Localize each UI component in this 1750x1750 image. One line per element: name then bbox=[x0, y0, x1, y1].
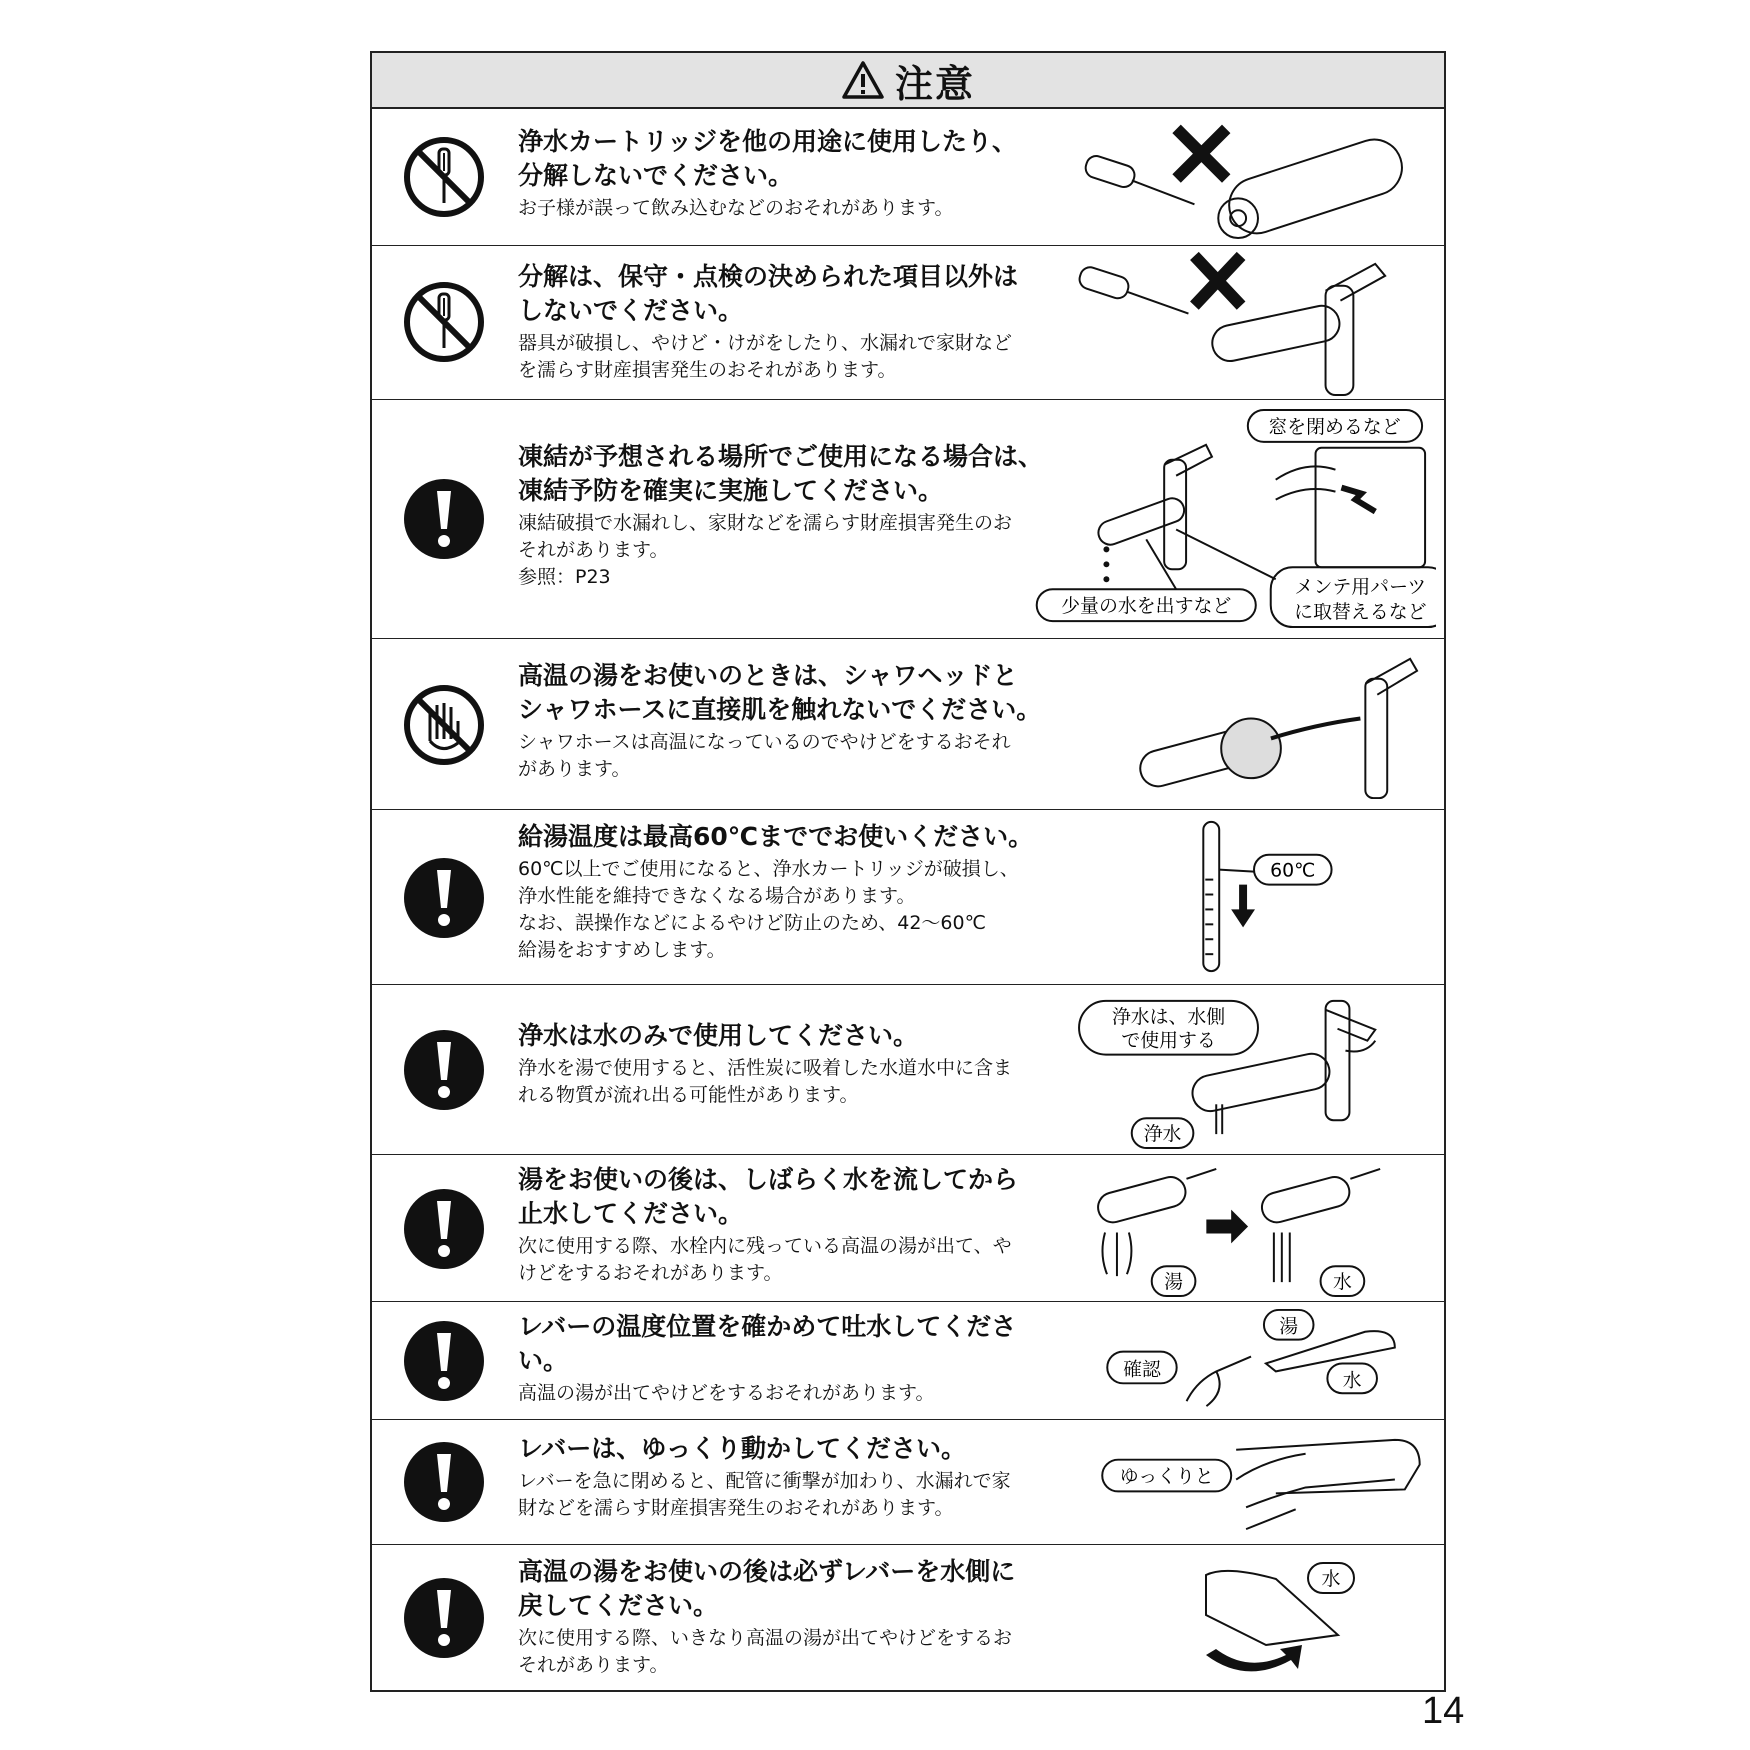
hot-to-cold-illustration bbox=[1076, 1155, 1436, 1301]
illustration-label: 浄水は、水側 bbox=[1111, 1005, 1226, 1028]
row-body: 60℃以上でご使用になると、浄水カートリッジが破損し、 浄水性能を維持できなくなる場合があります。 なお、誤操作などによるやけど防止のため、42〜60℃ 給湯をおすすめします。 bbox=[518, 858, 1019, 961]
row-heading: レバーの温度位置を確かめて吐水してくださ い。 bbox=[518, 1312, 1017, 1375]
caution-row bbox=[372, 1302, 1444, 1420]
illustration-label: に取替えるなど bbox=[1294, 601, 1427, 624]
caution-table bbox=[370, 51, 1446, 1692]
mandatory-icon bbox=[402, 1440, 486, 1524]
caution-row bbox=[372, 985, 1444, 1155]
caution-title: 注意 bbox=[894, 61, 975, 106]
row-heading: レバーは、ゆっくり動かしてください。 bbox=[518, 1434, 967, 1463]
slow-lever-illustration bbox=[1076, 1420, 1436, 1544]
illustration-label: 湯 bbox=[1279, 1316, 1299, 1338]
mandatory-icon bbox=[402, 856, 486, 940]
row-body: レバーを急に閉めると、配管に衝撃が加わり、水漏れで家 財などを濡らす財産損害発生のおそれがあります。 bbox=[518, 1470, 1011, 1519]
illustration-label: で使用する bbox=[1121, 1029, 1216, 1052]
row-text bbox=[518, 1019, 1078, 1109]
faucet-screwdriver-illustration bbox=[1076, 246, 1436, 399]
row-body: 器具が破損し、やけど・けがをしたり、水漏れで家財など を濡らす財産損害発生のおそれがあります。 bbox=[518, 332, 1013, 381]
caution-row bbox=[372, 1155, 1444, 1302]
illustration-label: 湯 bbox=[1164, 1271, 1184, 1294]
row-body: 凍結破損で水漏れし、家財などを濡らす財産損害発生のお それがあります。 参照：P23 bbox=[518, 512, 1013, 588]
shower-head-illustration bbox=[1076, 639, 1436, 809]
cartridge-screwdriver-illustration bbox=[1076, 109, 1436, 245]
row-body: 高温の湯が出てやけどをするおそれがあります。 bbox=[518, 1382, 935, 1404]
caution-row bbox=[372, 246, 1444, 400]
caution-row bbox=[372, 810, 1444, 985]
row-heading: 給湯温度は最高60℃まででお使いください。 bbox=[518, 822, 1034, 851]
row-body: 次に使用する際、いきなり高温の湯が出てやけどをするお それがあります。 bbox=[518, 1627, 1013, 1676]
row-text bbox=[518, 1310, 1078, 1407]
row-text bbox=[518, 659, 1078, 783]
mandatory-icon bbox=[402, 1028, 486, 1112]
row-heading: 浄水は水のみで使用してください。 bbox=[518, 1021, 919, 1050]
illustration-label: 水 bbox=[1332, 1271, 1352, 1294]
row-text bbox=[518, 820, 1078, 964]
caution-row bbox=[372, 1420, 1444, 1545]
thermometer-illustration bbox=[1076, 810, 1436, 984]
row-body: 次に使用する際、水栓内に残っている高温の湯が出て、や けどをするおそれがあります。 bbox=[518, 1235, 1012, 1284]
illustration-label: メンテ用パーツ bbox=[1294, 576, 1427, 599]
freeze-prevention-illustration bbox=[976, 400, 1436, 638]
purified-water-illustration bbox=[1076, 985, 1436, 1154]
lever-to-cold-illustration bbox=[1076, 1545, 1436, 1690]
row-heading: 凍結が予想される場所でご使用になる場合は、 凍結予防を確実に実施してください。 bbox=[518, 442, 1044, 505]
caution-header bbox=[372, 53, 1444, 109]
mandatory-icon bbox=[402, 1319, 486, 1403]
row-text bbox=[518, 125, 1078, 222]
row-text bbox=[518, 260, 1078, 384]
no-disassemble-icon bbox=[402, 280, 486, 364]
row-text bbox=[518, 1555, 1078, 1679]
row-heading: 浄水カートリッジを他の用途に使用したり、 分解しないでください。 bbox=[518, 127, 1018, 190]
row-body: シャワホースは高温になっているのでやけどをするおそれ があります。 bbox=[518, 731, 1011, 780]
mandatory-icon bbox=[402, 1576, 486, 1660]
row-body: お子様が誤って飲み込むなどのおそれがあります。 bbox=[518, 197, 954, 219]
mandatory-icon bbox=[402, 477, 486, 561]
illustration-label: 浄水 bbox=[1143, 1123, 1182, 1146]
illustration-label: 水 bbox=[1321, 1568, 1341, 1590]
row-heading: 高温の湯をお使いのときは、シャワヘッドと シャワホースに直接肌を触れないでください。 bbox=[518, 661, 1042, 724]
no-disassemble-icon bbox=[402, 135, 486, 219]
caution-row bbox=[372, 1545, 1444, 1690]
row-text bbox=[518, 1163, 1078, 1287]
caution-row bbox=[372, 639, 1444, 810]
lever-check-illustration bbox=[1076, 1302, 1436, 1419]
row-heading: 高温の湯をお使いの後は必ずレバーを水側に 戻してください。 bbox=[518, 1557, 1016, 1620]
illustration-label: 少量の水を出すなど bbox=[1061, 595, 1232, 618]
row-body: 浄水を湯で使用すると、活性炭に吸着した水道水中に含ま れる物質が流れ出る可能性があります。 bbox=[518, 1057, 1013, 1106]
warning-triangle-icon bbox=[841, 60, 885, 100]
row-text bbox=[518, 1432, 1078, 1522]
illustration-label: ゆっくりと bbox=[1119, 1466, 1214, 1488]
illustration-label: 60℃ bbox=[1270, 859, 1316, 882]
page-number: 14 bbox=[1422, 1690, 1465, 1732]
illustration-label: 窓を閉めるなど bbox=[1268, 415, 1401, 438]
illustration-label: 確認 bbox=[1123, 1359, 1161, 1381]
caution-row bbox=[372, 400, 1444, 639]
mandatory-icon bbox=[402, 1187, 486, 1271]
no-touch-icon bbox=[402, 683, 486, 767]
row-heading: 湯をお使いの後は、しばらく水を流してから 止水してください。 bbox=[518, 1165, 1019, 1228]
illustration-label: 水 bbox=[1342, 1370, 1362, 1392]
row-heading: 分解は、保守・点検の決められた項目以外は しないでください。 bbox=[518, 262, 1019, 325]
caution-row bbox=[372, 109, 1444, 246]
